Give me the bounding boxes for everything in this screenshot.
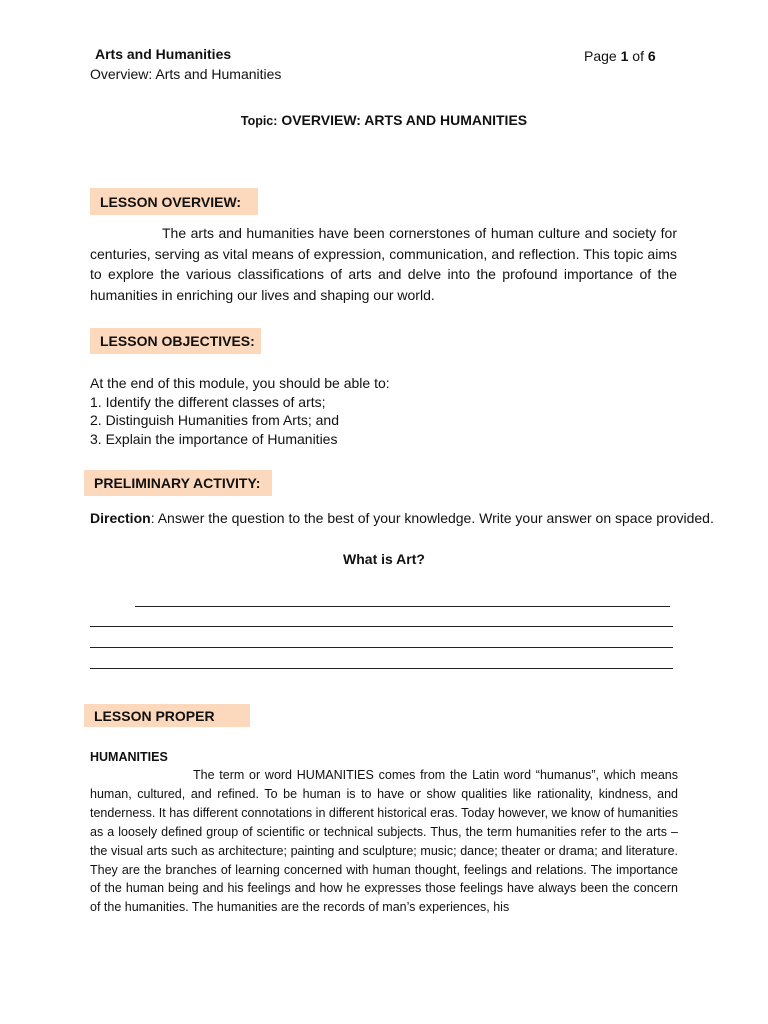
page-of: of — [628, 48, 648, 64]
humanities-text: The term or word HUMANITIES comes from the Latin word “humanus”, which means human, cultured, and refined. To be human is to have or show qualities like rationality, kindness, and tenderness. It has different connotations in different historical eras. Today however, we know of humanities as a loosely defined group of scientific or technical subjects. Thus, the term humanities refer to the arts – the visual arts such as architecture; painting and sculpture; music; dance; theater or drama; and literature. They are the branches of learning concerned with human thought, feelings and relations. The importance of the human being and his feelings and how he expresses those feelings have always been the concern of the humanities. The humanities are the records of man’s experiences, his — [90, 768, 678, 915]
objective-item: 3. Explain the importance of Humanities — [90, 430, 338, 447]
page-number — [584, 48, 656, 64]
course-title: Arts and Humanities — [95, 46, 232, 62]
activity-question: What is Art? — [343, 551, 425, 567]
objective-item: 1. Identify the different classes of arts; — [90, 393, 326, 410]
objectives-list — [90, 374, 390, 448]
lesson-overview-heading: LESSON OVERVIEW: — [90, 188, 258, 215]
preliminary-activity-heading: PRELIMINARY ACTIVITY: — [84, 470, 272, 496]
humanities-section-title: HUMANITIES — [90, 750, 168, 764]
page-prefix: Page — [584, 48, 621, 64]
page-current: 1 — [620, 48, 629, 64]
objective-item: 2. Distinguish Humanities from Arts; and — [90, 412, 339, 428]
page-total: 6 — [647, 48, 656, 64]
topic-line — [0, 112, 768, 128]
answer-line[interactable] — [90, 647, 673, 648]
document-subtitle: Overview: Arts and Humanities — [90, 66, 282, 82]
topic-label: Topic: — [240, 114, 278, 128]
lesson-proper-heading: LESSON PROPER — [84, 704, 250, 727]
objectives-intro: At the end of this module, you should be able to: — [90, 375, 390, 391]
lesson-overview-text: The arts and humanities have been cornerstones of human culture and society for centuries, serving as vital means of expression, communication, and reflection. This topic aims to explore the various classifications of arts and delve into the profound importance of the humanities in enriching our lives and shaping our world. — [90, 225, 677, 303]
topic-value: OVERVIEW: ARTS AND HUMANITIES — [281, 112, 528, 128]
direction-line — [90, 510, 714, 526]
direction-label: Direction — [90, 510, 151, 526]
direction-text: : Answer the question to the best of your knowledge. Write your answer on space provided. — [150, 510, 714, 526]
answer-line[interactable] — [90, 668, 673, 669]
lesson-objectives-heading: LESSON OBJECTIVES: — [90, 328, 261, 354]
answer-line[interactable] — [135, 606, 670, 607]
answer-line[interactable] — [90, 626, 673, 627]
